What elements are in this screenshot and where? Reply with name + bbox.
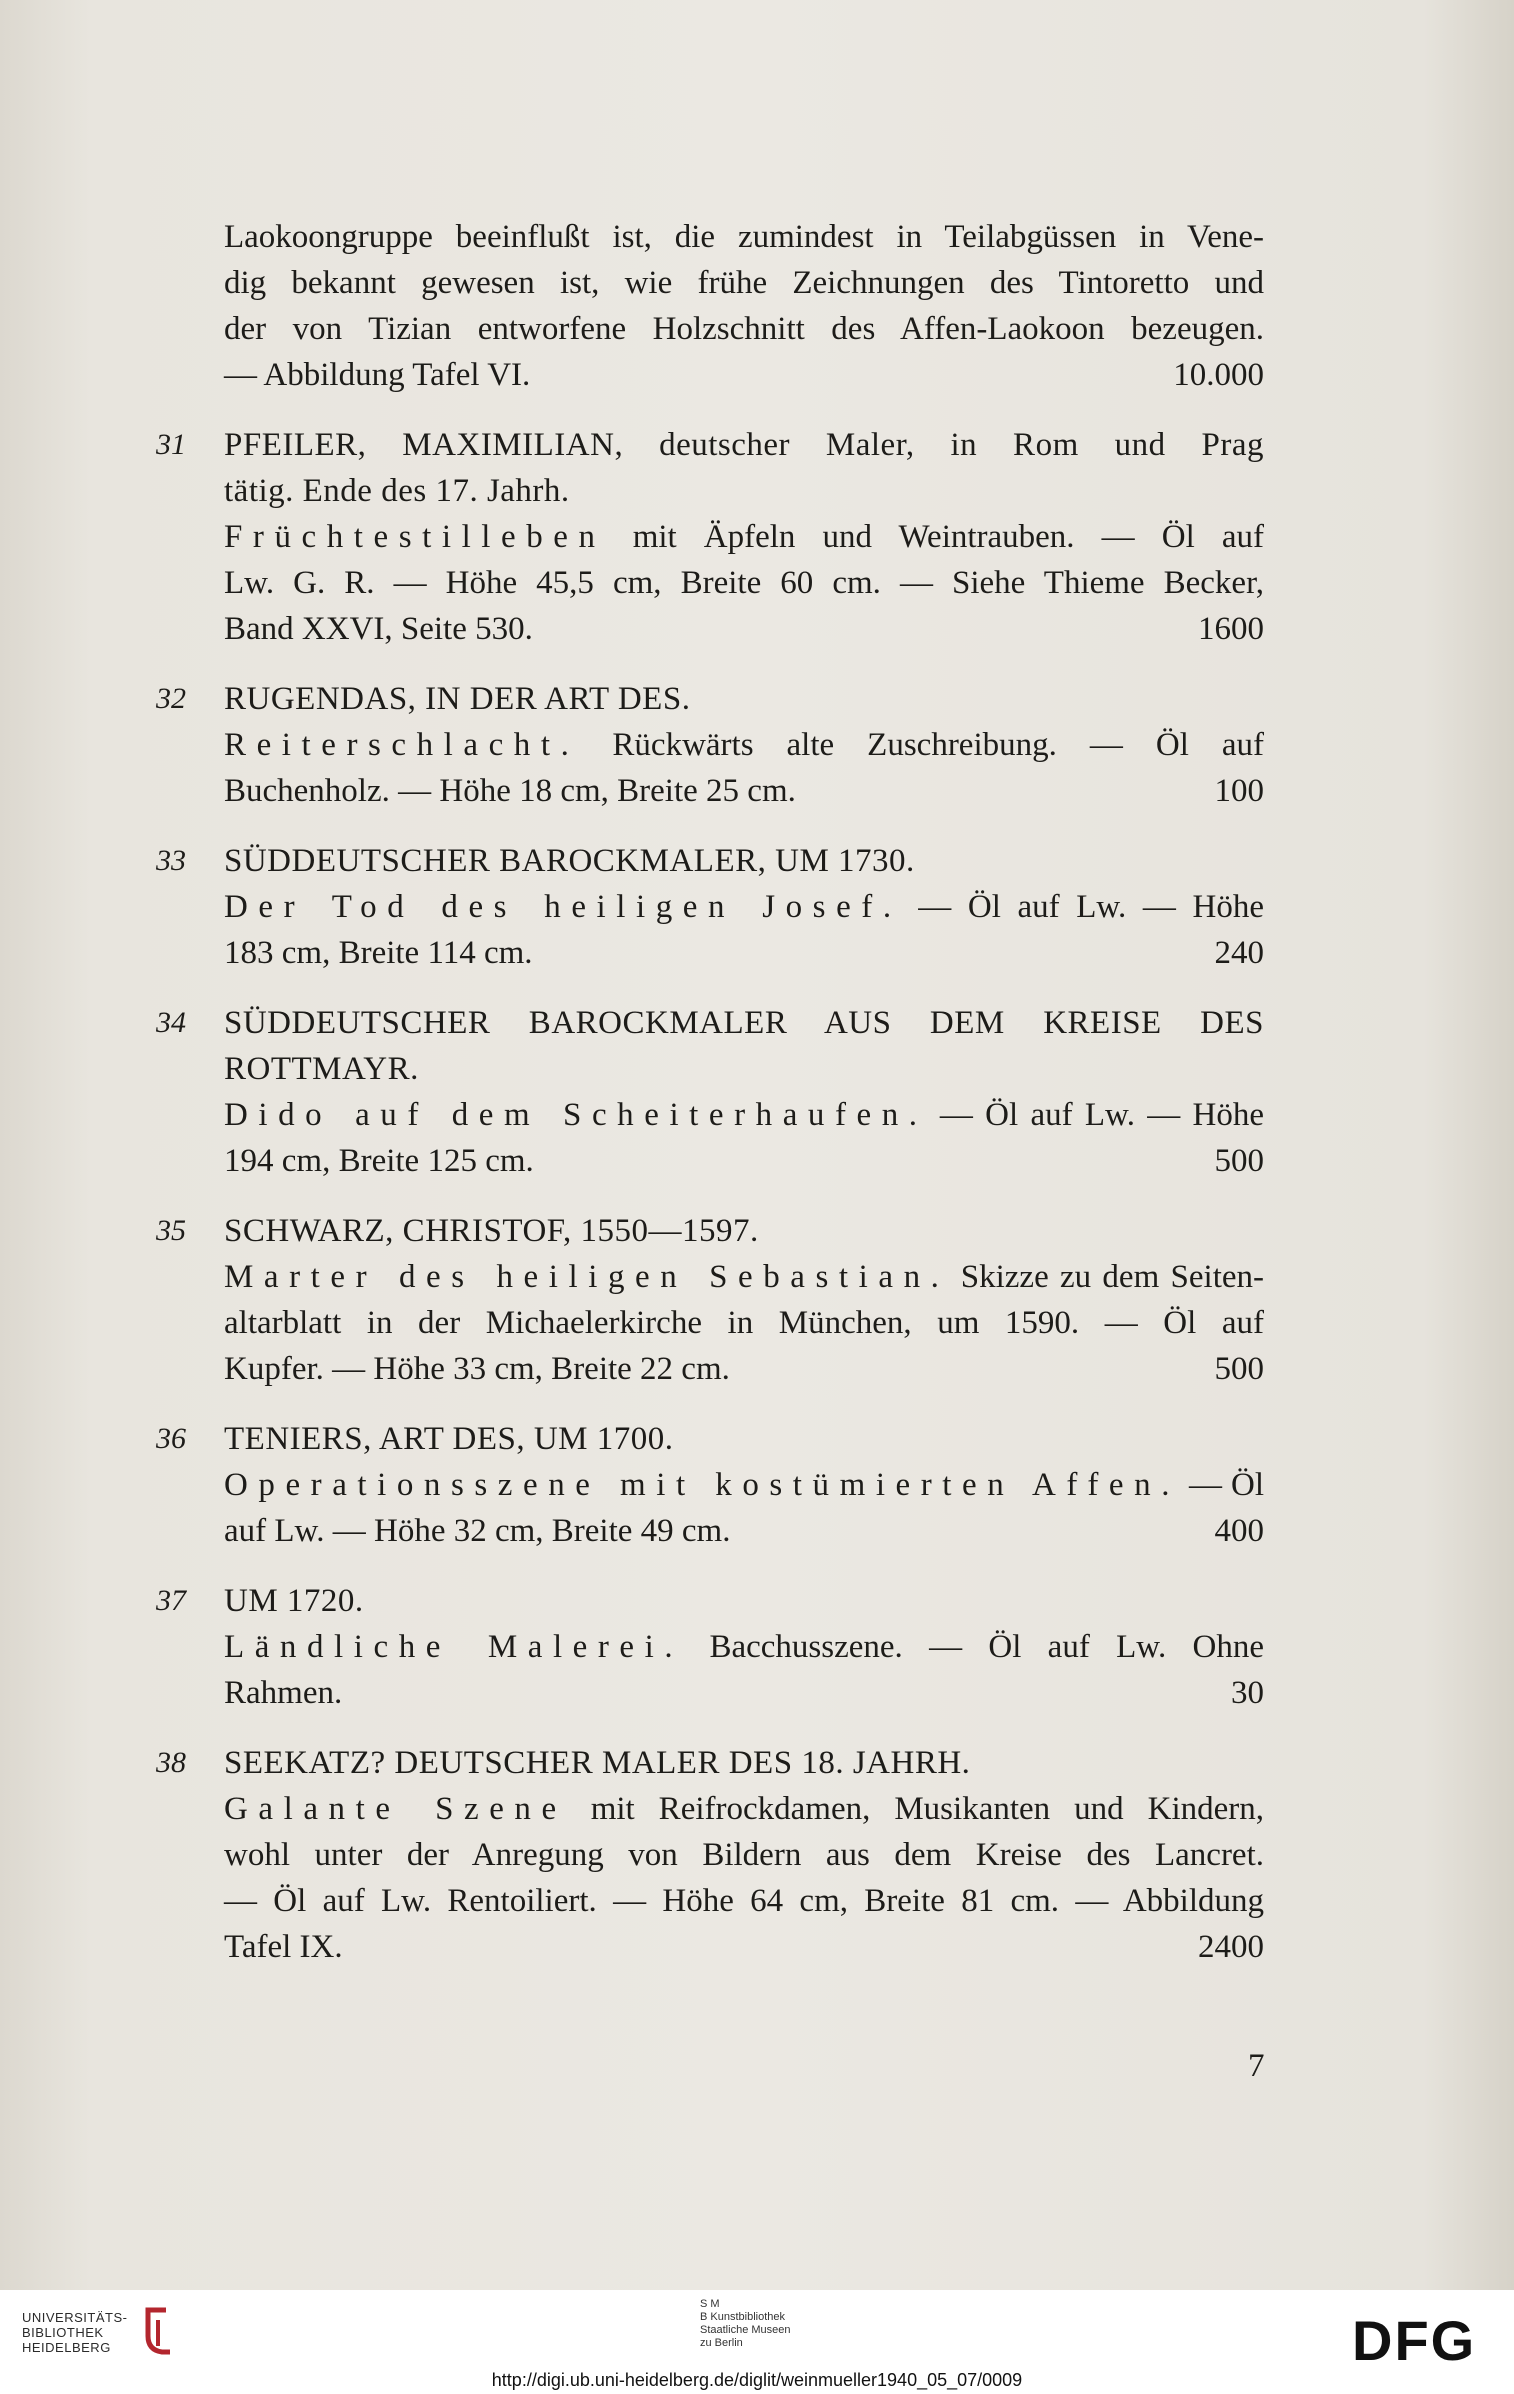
dfg-logo: DFG [1352,2309,1477,2372]
catalog-text [156,214,1265,1970]
entry-title-line [224,722,1264,768]
entry-heading: SEEKATZ? DEUTSCHER MALER DES 18. JAHRH. [224,1745,971,1781]
catalog-entry [156,422,1265,652]
intro-line: Laokoongruppe beeinflußt ist, die zumindest in Teilabgüssen in Vene- [224,219,1264,255]
entry-number: 38 [156,1746,186,1779]
entry-description: altarblatt in der Michaelerkirche in München, um 1590. — Öl auf [224,1305,1264,1341]
entry-number: 34 [156,1006,186,1039]
entry-description: mit Äpfeln und Weintrauben. — Öl auf [632,519,1265,555]
entry-description: Buchenholz. — Höhe 18 cm, Breite 25 cm. [224,773,796,809]
source-url[interactable]: http://digi.ub.uni-heidelberg.de/diglit/weinmueller1940_05_07/0009 [491,2370,1023,2390]
entry-title-line [224,1462,1264,1508]
entry-number: 33 [156,844,186,877]
price: 400 [1214,1513,1264,1549]
entry-number: 37 [156,1584,186,1617]
center-logo-line: Staatliche Museen [700,2324,791,2336]
catalog-entry [156,1208,1264,1392]
artwork-title: Früchtestilleben [224,519,606,555]
entry-number: 36 [156,1422,186,1455]
entry-description: 194 cm, Breite 125 cm. [224,1143,534,1179]
entry-heading: SCHWARZ, CHRISTOF, 1550—1597. [224,1213,759,1249]
entry-heading: SÜDDEUTSCHER BAROCKMALER AUS DEM KREISE DES [224,1005,1264,1041]
entry-description: — Öl auf Lw. Rentoiliert. — Höhe 64 cm, Breite 81 cm. — Abbildung [224,1883,1264,1919]
price: 10.000 [1173,357,1264,393]
artwork-title: Ländliche Malerei. [224,1629,684,1665]
catalog-entry [156,1416,1265,1554]
entry-heading: UM 1720. [224,1583,364,1619]
entry-description: Lw. G. R. — Höhe 45,5 cm, Breite 60 cm. — Siehe Thieme Becker, [224,565,1264,601]
catalog-entry [156,1578,1264,1716]
entry-description: mit Reifrockdamen, Musikanten und Kindern, [590,1791,1265,1827]
entry-description: Skizze zu dem Seiten- [960,1259,1264,1295]
entry-last-line [224,1346,1264,1392]
entry-heading: TENIERS, ART DES, UM 1700. [224,1421,674,1457]
center-logo-line: S M [700,2298,720,2310]
intro-last-text: — Abbildung Tafel VI. [224,357,531,393]
price: 100 [1214,773,1264,809]
catalog-entry [156,838,1264,976]
entry-last-line [224,930,1264,976]
catalog-entry [156,1740,1265,1970]
artwork-title: Dido auf dem Scheiterhaufen. [224,1097,928,1133]
intro-line: dig bekannt gewesen ist, wie frühe Zeichnungen des Tintoretto und [224,265,1264,301]
catalog-entry [156,676,1264,814]
entry-heading: tätig. Ende des 17. Jahrh. [224,473,570,509]
entry-description: Rückwärts alte Zuschreibung. — Öl auf [612,727,1264,763]
price: 500 [1214,1143,1264,1179]
entry-last-line [224,1138,1264,1184]
center-logo-line: B Kunstbibliothek [700,2311,785,2323]
footer-bar [0,2290,1514,2394]
artwork-title: Reiterschlacht. [224,727,580,763]
entry-title-line [224,1254,1264,1300]
entry-description: Rahmen. [224,1675,343,1711]
center-logo [700,2298,791,2350]
entry-title-line [224,1786,1264,1832]
entry-last-line [224,768,1264,814]
entry-description: — Öl [1189,1467,1265,1503]
intro-last-line [224,352,1264,398]
entry-description: Kupfer. — Höhe 33 cm, Breite 22 cm. [224,1351,730,1387]
entry-title-line [224,1092,1264,1138]
entry-title-line [224,514,1264,560]
price: 2400 [1198,1929,1264,1965]
library-logo-text [22,2310,127,2355]
price: 500 [1214,1351,1264,1387]
artwork-title: Marter des heiligen Sebastian. [224,1259,950,1295]
entry-title-line [224,1624,1264,1670]
entry-number: 32 [156,682,186,715]
library-line: UNIVERSITÄTS- [22,2310,128,2325]
price: 240 [1214,935,1264,971]
price: 30 [1231,1675,1264,1711]
entry-last-line [224,1508,1264,1554]
entry-heading: SÜDDEUTSCHER BAROCKMALER, UM 1730. [224,843,915,879]
entry-list [156,422,1265,1970]
entry-description: wohl unter der Anregung von Bildern aus dem Kreise des Lancret. [224,1837,1264,1873]
entry-number: 35 [156,1214,186,1247]
entry-description: auf Lw. — Höhe 32 cm, Breite 49 cm. [224,1513,731,1549]
entry-last-line [224,606,1264,652]
entry-description: — Öl auf Lw. — Höhe [939,1097,1264,1133]
entry-description: 183 cm, Breite 114 cm. [224,935,533,971]
library-line: BIBLIOTHEK [22,2325,104,2340]
price: 1600 [1198,611,1264,647]
page-number: 7 [1248,2048,1265,2084]
entry-description: Tafel IX. [224,1929,343,1965]
library-line: HEIDELBERG [22,2340,111,2355]
entry-title-line [224,884,1264,930]
entry-heading: ROTTMAYR. [224,1051,419,1087]
entry-heading: RUGENDAS, IN DER ART DES. [224,681,691,717]
intro-line: der von Tizian entworfene Holzschnitt des Affen-Laokoon bezeugen. [224,311,1264,347]
entry-description: Bacchusszene. — Öl auf Lw. Ohne [709,1629,1264,1665]
entry-description: Band XXVI, Seite 530. [224,611,533,647]
entry-number: 31 [156,428,186,461]
entry-last-line [224,1670,1264,1716]
entry-last-line [224,1924,1264,1970]
artwork-title: Operationsszene mit kostümierten Affen. [224,1467,1181,1503]
catalog-entry [156,1000,1264,1184]
artwork-title: Der Tod des heiligen Josef. [224,889,902,925]
intro-paragraph [224,214,1264,398]
artwork-title: Galante Szene [224,1791,567,1827]
entry-heading: PFEILER, MAXIMILIAN, deutscher Maler, in Rom und Prag [224,427,1264,463]
entry-description: — Öl auf Lw. — Höhe [918,889,1264,925]
center-logo-line: zu Berlin [700,2337,743,2349]
library-emblem-icon [136,2306,176,2356]
